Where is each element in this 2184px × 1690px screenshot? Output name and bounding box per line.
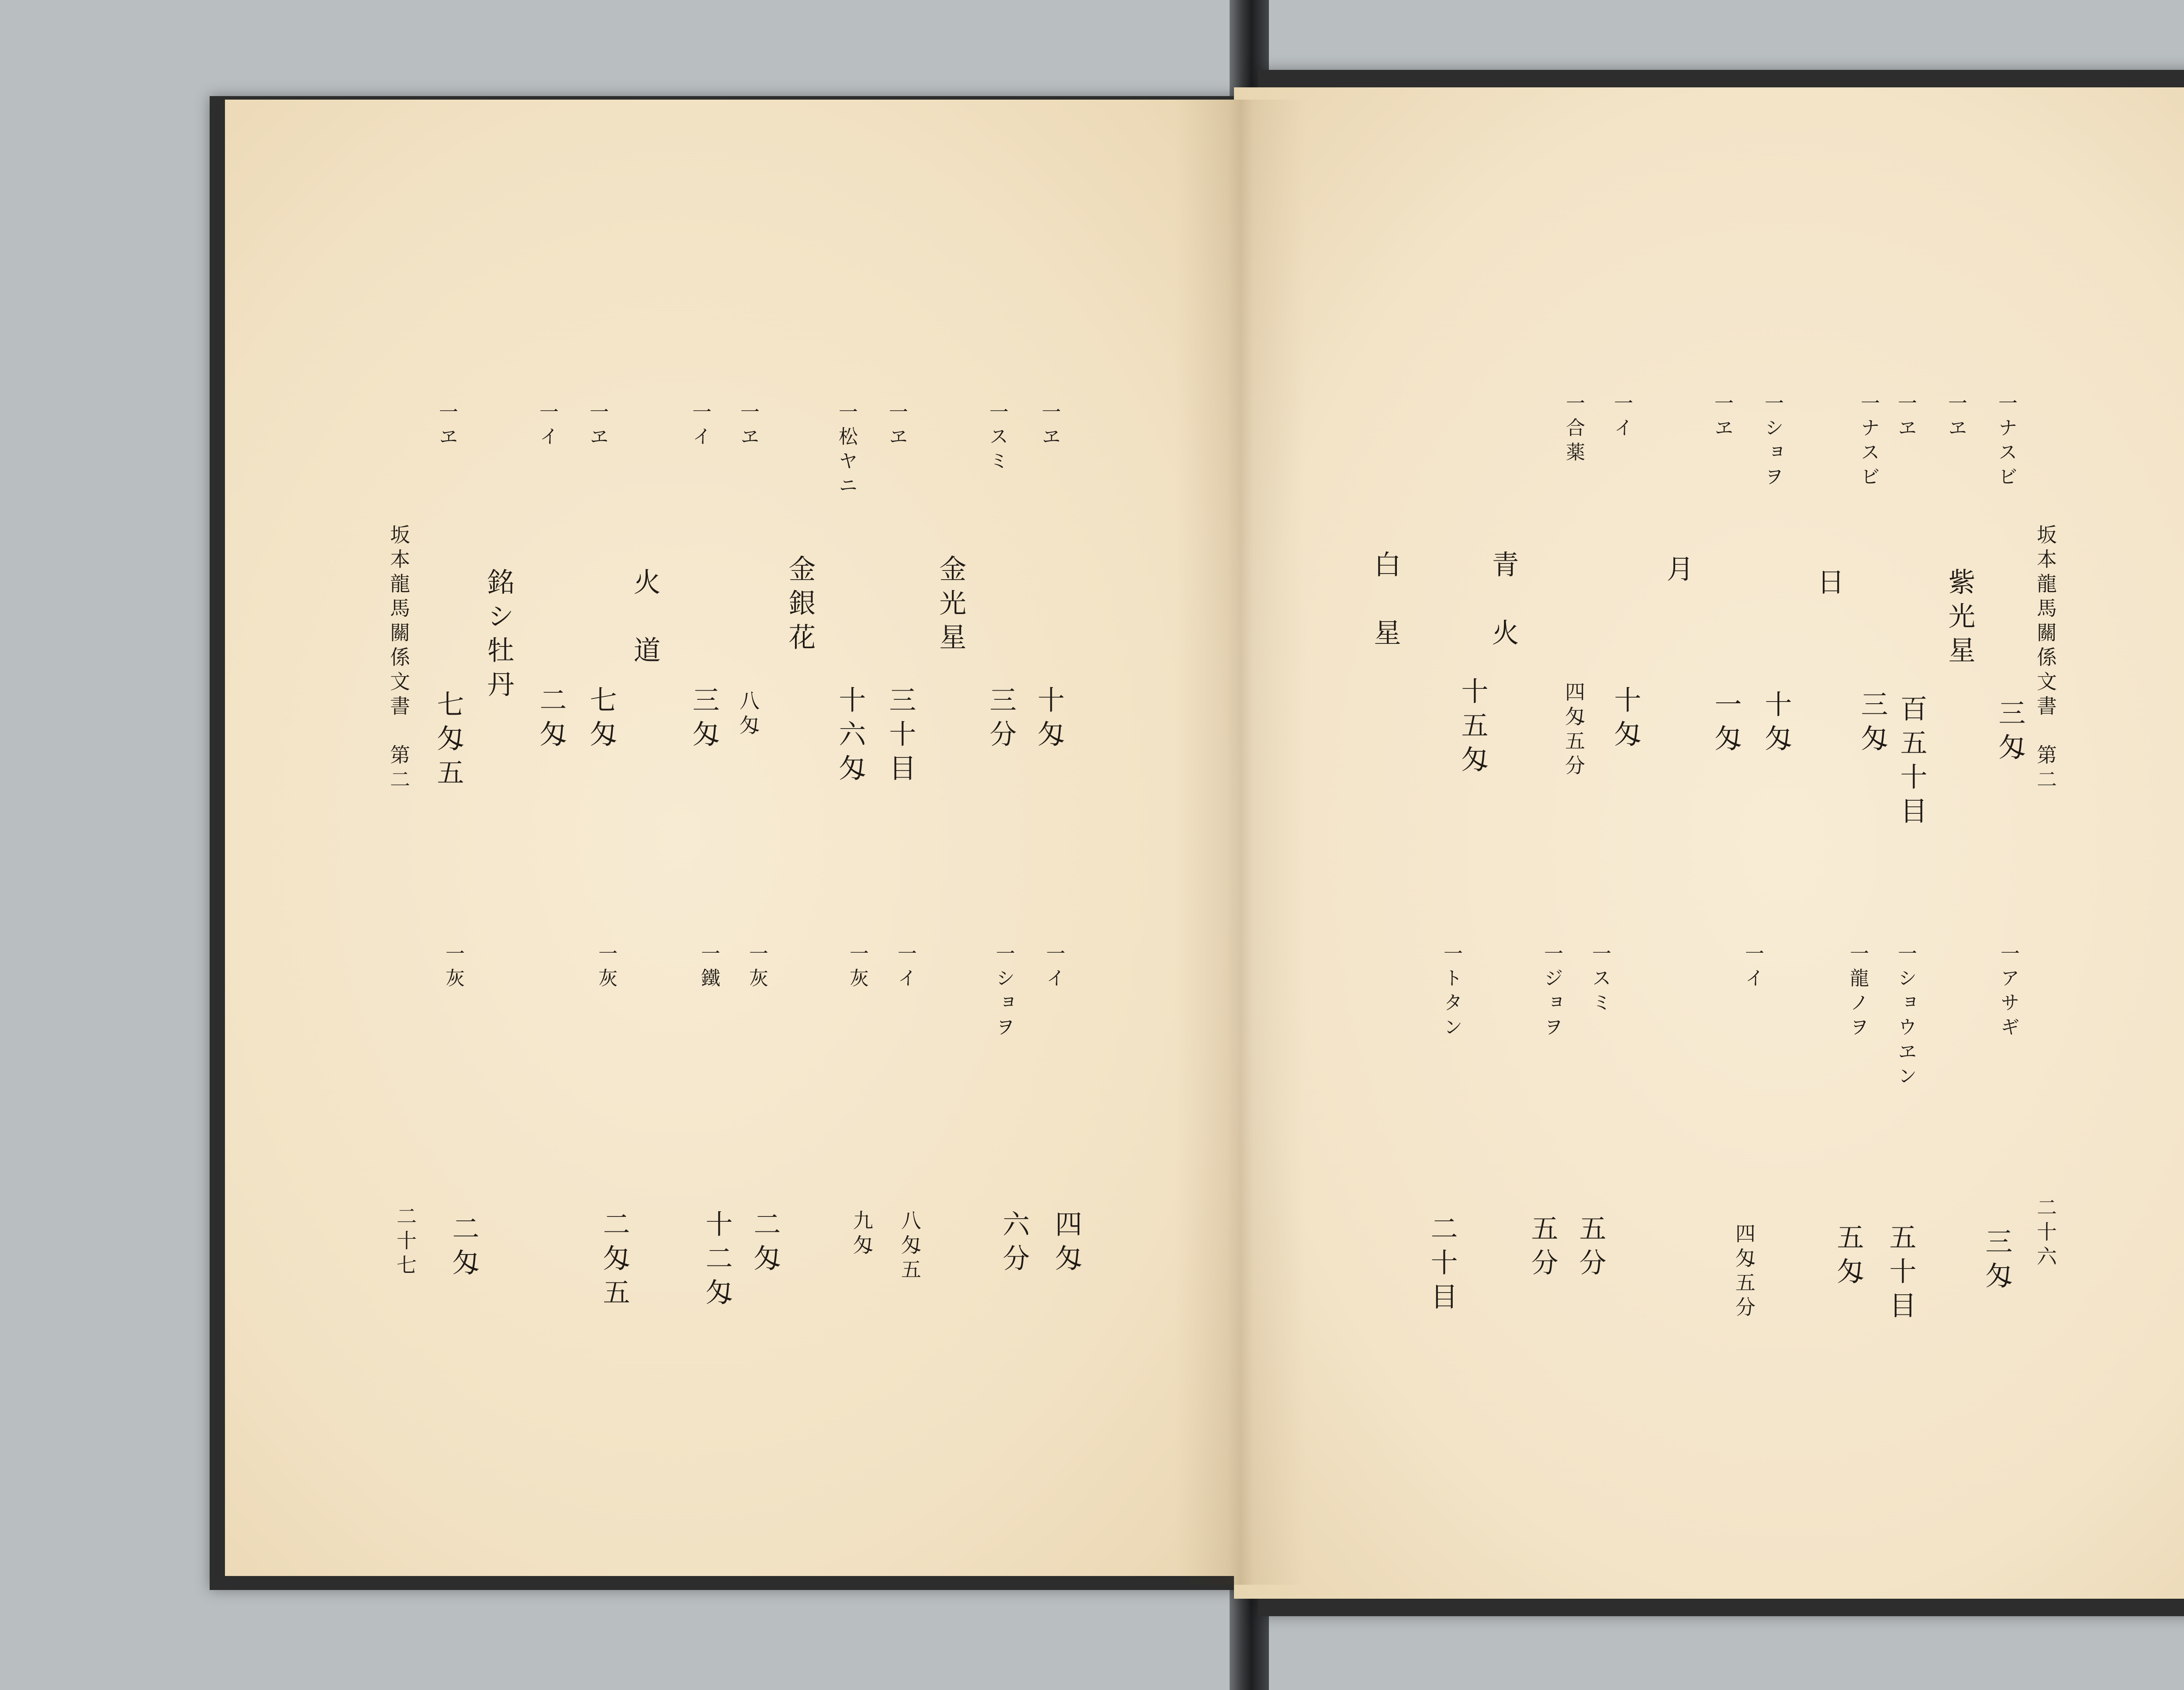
item-amount: 十匁 [1610,686,1641,754]
item-amount: 十二匁 [701,1210,733,1312]
item-amount: 五分 [1527,1214,1559,1282]
item-amount: 八匁 [736,690,760,739]
right-page [1234,87,2184,1599]
left-page-number: 二十七 [394,1206,417,1279]
item-name: 一灰 [846,943,868,992]
item-amount: 十五匁 [1457,677,1489,779]
item-amount: 八匁五 [898,1210,922,1283]
item-amount: 四匁五分 [1562,681,1586,779]
item-amount: 五十目 [1885,1223,1917,1325]
item-name: 一ヱ [1945,393,1967,442]
item-amount: 六分 [998,1210,1030,1278]
item-desc: 火 道 [629,568,661,670]
item-amount: 十六匁 [834,686,866,788]
item-name: 一トタン [1440,943,1462,1041]
item-name: 一ヱ [1711,393,1733,442]
right-page-header: 坂本龍馬關係文書 第二 [2034,524,2057,793]
item-name: 一ヱ [1038,402,1061,451]
item-amount: 十匁 [1033,686,1065,754]
item-amount: 三匁 [1994,699,2026,767]
item-name: 一イ [536,402,558,451]
item-amount: 七匁五 [432,690,464,792]
item-name: 一ヱ [885,402,908,451]
item-name: 一スミ [986,402,1008,475]
item-name: 一龍ノヲ [1846,943,1869,1041]
item-name: 一灰 [746,943,768,992]
left-page [225,100,1234,1576]
left-page-footer: 坂本龍馬關係文書 第二 [387,524,411,793]
item-name: 一合薬 [1562,393,1585,467]
item-name: 一ショウヱン [1894,943,1917,1090]
item-amount: 三匁 [1981,1227,2013,1296]
item-name: 一アサギ [1997,943,2019,1041]
item-name: 一ショヲ [1761,393,1783,491]
item-desc: 金光星 [935,555,967,657]
item-name: 一鐵 [698,943,720,992]
item-amount: 三匁 [1856,690,1888,758]
item-desc: 日 [1813,568,1845,602]
item-name: 一松ヤニ [835,402,857,500]
item-name: 一ジョヲ [1541,943,1563,1041]
item-name: 一ナスビ [1857,393,1880,491]
item-amount: 七匁 [585,686,617,754]
item-amount: 一匁 [1710,690,1742,758]
item-name: 一イ [689,402,711,451]
item-desc: 金銀花 [784,555,816,657]
right-page-number: 二十六 [2034,1197,2057,1270]
item-amount: 二匁五 [598,1210,630,1312]
item-amount: 五分 [1575,1214,1607,1282]
item-amount: 三十目 [885,686,916,788]
item-name: 一ヱ [737,402,759,451]
item-desc: 月 [1662,555,1694,589]
item-amount: 三匁 [688,686,720,754]
item-name: 一ヱ [586,402,608,451]
item-amount: 九匁 [850,1210,874,1259]
item-amount: 三分 [985,686,1017,754]
item-name: 一ナスビ [1995,393,2017,491]
item-name: 一イ [894,943,916,992]
item-name: 一ヱ [435,402,458,451]
item-amount: 百五十目 [1896,695,1928,831]
item-name: 一ヱ [1894,393,1917,442]
item-name: 一ショヲ [992,943,1015,1041]
item-amount: 二十目 [1426,1214,1458,1317]
item-name: 一灰 [442,943,464,992]
item-amount: 二匁 [535,686,567,754]
item-desc: 青 火 [1487,550,1519,653]
item-amount: 四匁五分 [1732,1223,1756,1321]
item-name: 一イ [1610,393,1633,442]
item-amount: 二匁 [749,1210,781,1278]
item-desc: 白 星 [1369,550,1401,653]
item-amount: 五匁 [1832,1223,1864,1291]
item-name: 一灰 [595,943,617,992]
item-desc: 紫光星 [1944,568,1976,670]
item-amount: 二匁 [448,1214,480,1282]
item-name: 一イ [1742,943,1764,992]
item-name: 一イ [1043,943,1065,992]
item-name: 一スミ [1589,943,1611,1017]
item-amount: 十匁 [1760,690,1792,758]
item-amount: 四匁 [1051,1210,1082,1278]
item-desc: 銘シ牡丹 [483,568,515,704]
